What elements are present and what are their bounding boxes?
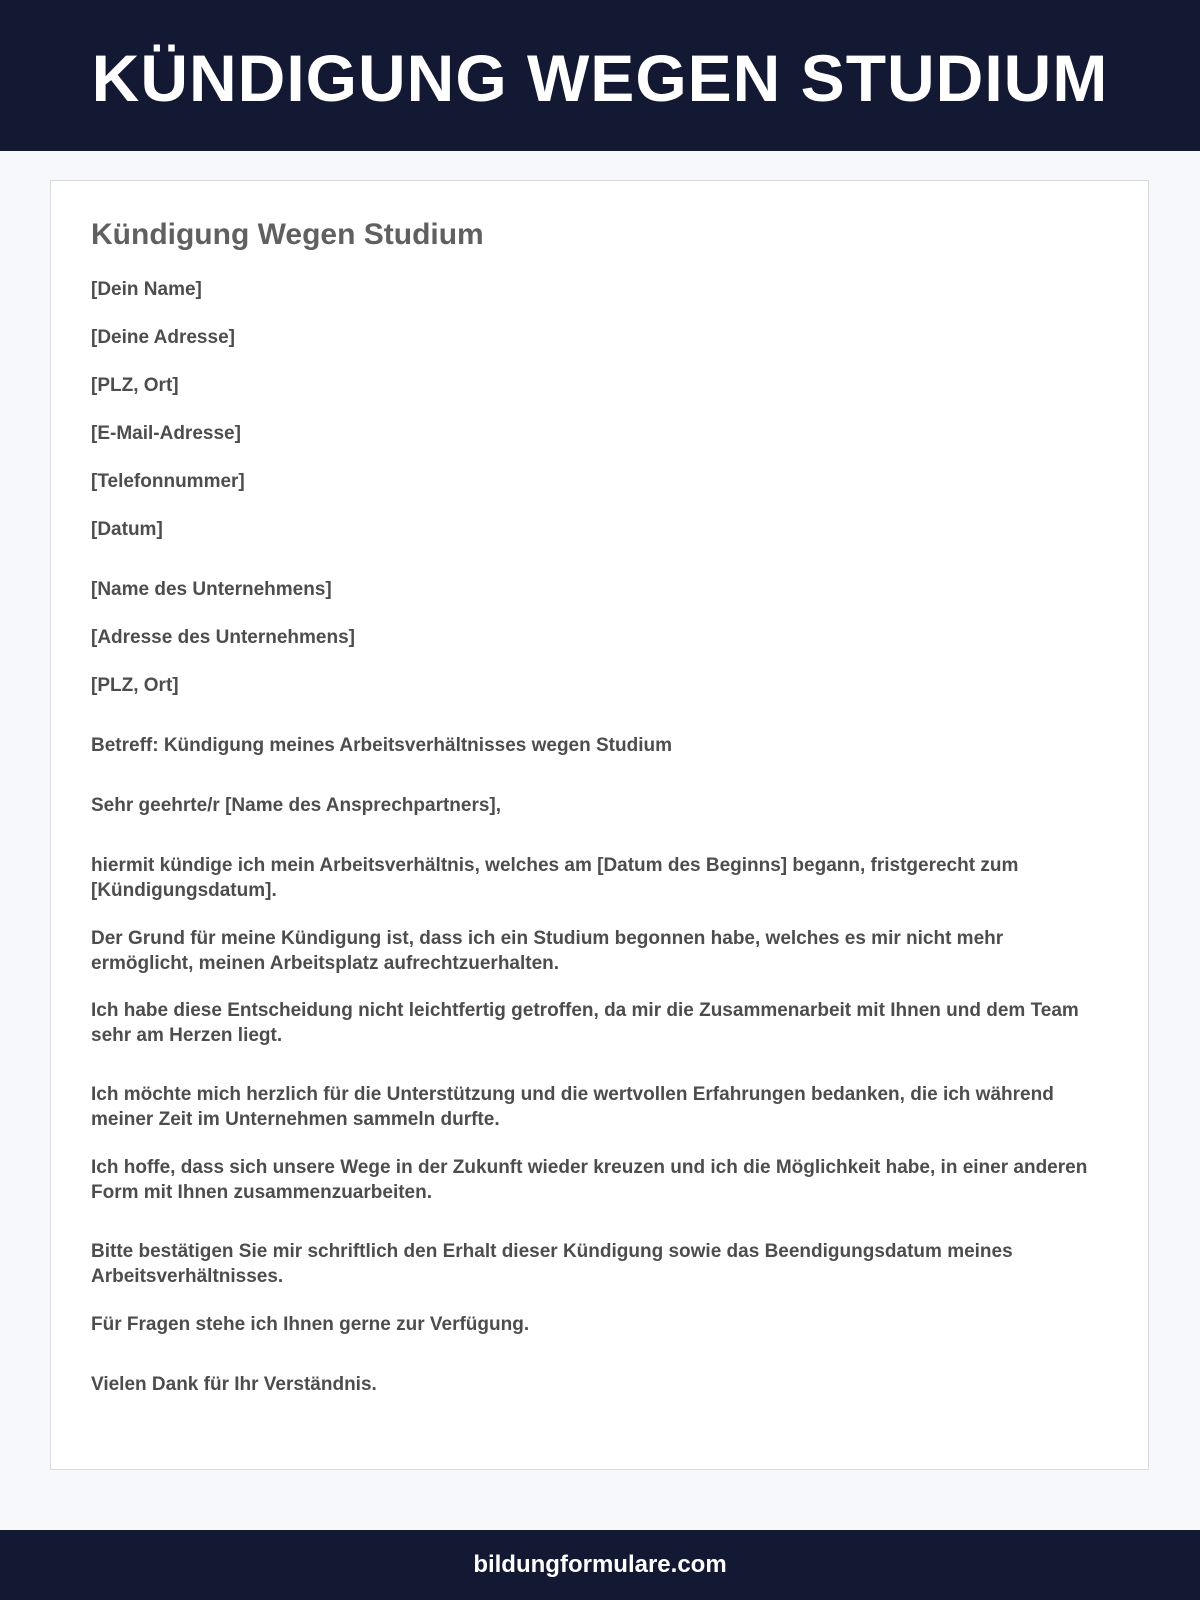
page-footer xyxy=(0,1530,1200,1600)
recipient-address: [Adresse des Unternehmens] xyxy=(91,627,355,648)
sender-city: [PLZ, Ort] xyxy=(91,375,179,396)
body-paragraph: hiermit kündige ich mein Arbeitsverhältnis, welches am [Datum des Beginns] begann, fristgerecht zum [Kündigungsdatum]. xyxy=(91,855,1019,901)
sender-phone: [Telefonnummer] xyxy=(91,471,245,492)
document-title: Kündigung Wegen Studium xyxy=(91,218,484,251)
letter-card xyxy=(50,180,1149,1470)
sender-name: [Dein Name] xyxy=(91,279,202,300)
body-paragraph: Bitte bestätigen Sie mir schriftlich den Erhalt dieser Kündigung sowie das Beendigungsdatum meines Arbeitsverhältnisses. xyxy=(91,1241,1013,1287)
sender-email: [E-Mail-Adresse] xyxy=(91,423,241,444)
letter-subject: Betreff: Kündigung meines Arbeitsverhältnisses wegen Studium xyxy=(91,735,673,756)
footer-site-link[interactable]: bildungformulare.com xyxy=(473,1551,727,1578)
recipient-city: [PLZ, Ort] xyxy=(91,675,179,696)
body-paragraph: Ich möchte mich herzlich für die Unterstützung und die wertvollen Erfahrungen bedanken, die ich während meiner Zeit im Unternehmen sammeln durfte. xyxy=(91,1084,1054,1130)
sender-address: [Deine Adresse] xyxy=(91,327,235,348)
body-paragraph: Ich habe diese Entscheidung nicht leichtfertig getroffen, da mir die Zusammenarbeit mit Ihnen und dem Team sehr am Herzen liegt. xyxy=(91,1000,1079,1046)
letter-closing: Vielen Dank für Ihr Verständnis. xyxy=(91,1374,377,1395)
body-paragraph: Für Fragen stehe ich Ihnen gerne zur Verfügung. xyxy=(91,1314,530,1335)
letter-date: [Datum] xyxy=(91,519,163,540)
page-header xyxy=(0,0,1200,151)
page-title: KÜNDIGUNG WEGEN STUDIUM xyxy=(91,40,1109,115)
letter-salutation: Sehr geehrte/r [Name des Ansprechpartners], xyxy=(91,795,502,816)
body-paragraph: Ich hoffe, dass sich unsere Wege in der Zukunft wieder kreuzen und ich die Möglichkeit habe, in einer anderen Form mit Ihnen zusammenzuarbeiten. xyxy=(91,1157,1088,1203)
body-paragraph: Der Grund für meine Kündigung ist, dass ich ein Studium begonnen habe, welches es mir nicht mehr ermöglicht, meinen Arbeitsplatz aufrechtzuerhalten. xyxy=(91,928,1004,974)
recipient-company: [Name des Unternehmens] xyxy=(91,579,332,600)
